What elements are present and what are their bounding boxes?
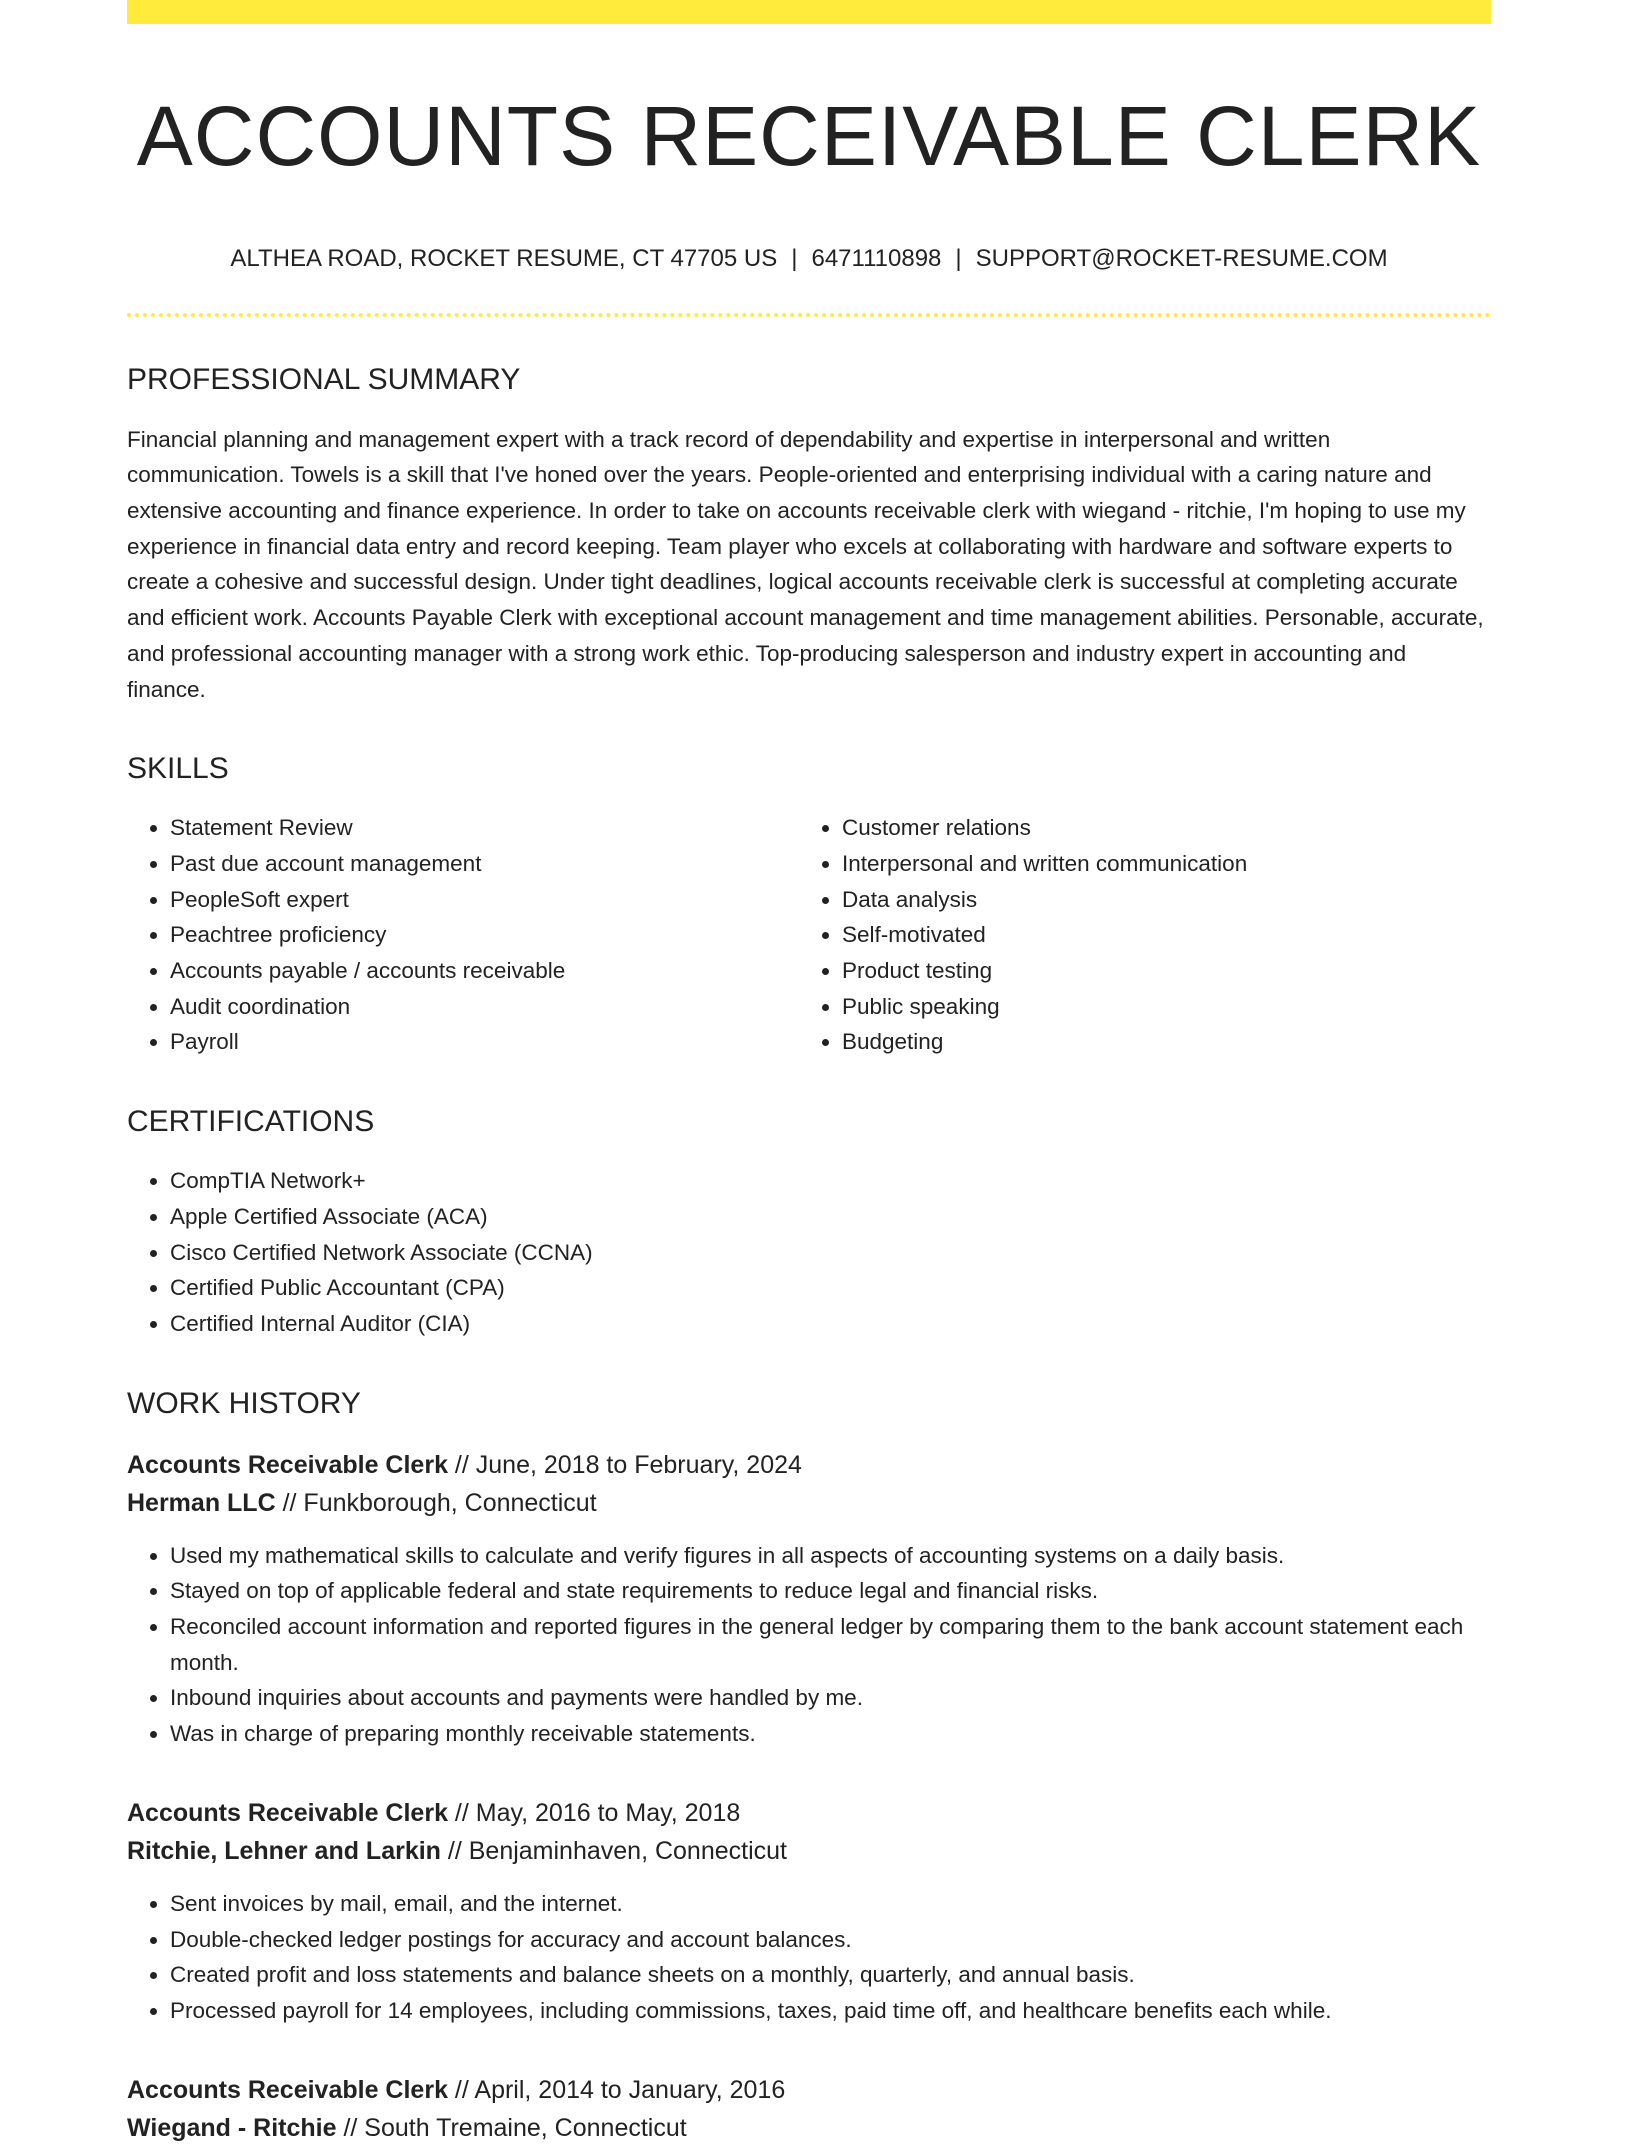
certifications-list [127, 1163, 1491, 1342]
job-location: // South Tremaine, Connecticut [336, 2113, 687, 2142]
resume-name: ACCOUNTS RECEIVABLE CLERK [136, 89, 1482, 183]
job-company: Ritchie, Lehner and Larkin [127, 1836, 441, 1865]
contact-line [127, 245, 1491, 274]
job-title-line [127, 1446, 1491, 1484]
job-bullet: • Created profit and loss statements and balance sheets on a monthly, quarterly, and annual basis. [170, 1957, 1491, 1993]
section-heading-certifications: CERTIFICATIONS [127, 1105, 375, 1139]
section-heading-summary: PROFESSIONAL SUMMARY [127, 362, 521, 396]
skills-list-right [799, 810, 1471, 1060]
job-title: Accounts Receivable Clerk [127, 1798, 448, 1827]
contact-phone: 6471110898 [811, 244, 942, 272]
skills-list-left [127, 810, 799, 1060]
job-bullet: • Sent invoices by mail, email, and the internet. [170, 1886, 1491, 1922]
job-bullets [127, 1886, 1491, 2029]
section-heading-skills: SKILLS [127, 752, 229, 786]
skill-item: • Self-motivated [842, 917, 1471, 953]
skill-item: • Data analysis [842, 882, 1471, 918]
skill-item: • Past due account management [170, 846, 799, 882]
job-title: Accounts Receivable Clerk [127, 1450, 448, 1479]
contact-address: ALTHEA ROAD, ROCKET RESUME, CT 47705 US [230, 244, 778, 272]
job-company-line [127, 1832, 1491, 1870]
job-bullet: • Used my mathematical skills to calculate and verify figures in all aspects of accounting systems on a daily basis. [170, 1538, 1491, 1574]
job-bullet: • Reconciled account information and reported figures in the general ledger by comparing them to the bank account statement each month. [170, 1609, 1491, 1680]
job-dates: // June, 2018 to February, 2024 [447, 1450, 802, 1479]
certifications-section [127, 1104, 1491, 1342]
skills-section [127, 751, 1491, 1060]
job-bullet: • Inbound inquiries about accounts and payments were handled by me. [170, 1680, 1491, 1716]
skills-columns [127, 787, 1491, 1060]
top-accent-bar [127, 0, 1491, 24]
job-title-line [127, 2071, 1491, 2109]
skill-item: • PeopleSoft expert [170, 882, 799, 918]
job-bullet: • Was in charge of preparing monthly receivable statements. [170, 1716, 1491, 1752]
job-entry [127, 1794, 1491, 2029]
certification-item: • Apple Certified Associate (ACA) [170, 1199, 1491, 1235]
skill-item: • Payroll [170, 1024, 799, 1060]
skill-item: • Customer relations [842, 810, 1471, 846]
job-bullets [127, 1538, 1491, 1752]
skill-item: • Budgeting [842, 1024, 1471, 1060]
skill-item: • Interpersonal and written communication [842, 846, 1471, 882]
skill-item: • Statement Review [170, 810, 799, 846]
contact-separator: | [955, 244, 962, 272]
skill-item: • Peachtree proficiency [170, 917, 799, 953]
job-entry [127, 1446, 1491, 1752]
skill-item: • Public speaking [842, 989, 1471, 1025]
skill-item: • Accounts payable / accounts receivable [170, 953, 799, 989]
skill-item: • Audit coordination [170, 989, 799, 1025]
skill-item: • Product testing [842, 953, 1471, 989]
dotted-divider [127, 313, 1491, 317]
job-company: Wiegand - Ritchie [127, 2113, 337, 2142]
job-title-line [127, 1794, 1491, 1832]
job-location: // Funkborough, Connecticut [275, 1488, 597, 1517]
certification-item: • Certified Public Accountant (CPA) [170, 1270, 1491, 1306]
job-company-line [127, 1484, 1491, 1522]
job-bullet: • Stayed on top of applicable federal and state requirements to reduce legal and financial risks. [170, 1573, 1491, 1609]
contact-separator: | [791, 244, 798, 272]
certification-item: • CompTIA Network+ [170, 1163, 1491, 1199]
job-bullet: • Double-checked ledger postings for accuracy and account balances. [170, 1922, 1491, 1958]
job-title: Accounts Receivable Clerk [127, 2075, 448, 2104]
job-company: Herman LLC [127, 1488, 276, 1517]
summary-text: Financial planning and management expert with a track record of dependability and expertise in interpersonal and written communication. Towels is a skill that I've honed over the years. People-oriented and enterprising individual with a caring nature and extensive accounting and finance experience. In order to take on accounts receivable clerk with wiegand - ritchie, I'm hoping to use my experience in financial data entry and record keeping. Team player who excels at collaborating with hardware and software experts to create a cohesive and successful design. Under tight deadlines, logical accounts receivable clerk is successful at completing accurate and efficient work. Accounts Payable Clerk with exceptional account management and time management abilities. Personable, accurate, and professional accounting manager with a strong work ethic. Top-producing salesperson and industry expert in accounting and finance. [127, 426, 1484, 702]
job-location: // Benjaminhaven, Connecticut [440, 1836, 787, 1865]
job-company-line [127, 2109, 1491, 2147]
certification-item: • Certified Internal Auditor (CIA) [170, 1306, 1491, 1342]
resume-page [127, 0, 1491, 2147]
job-dates: // May, 2016 to May, 2018 [447, 1798, 741, 1827]
job-entry [127, 2071, 1491, 2147]
work-history-section [127, 1386, 1491, 2147]
job-bullet: • Processed payroll for 14 employees, including commissions, taxes, paid time off, and healthcare benefits each while. [170, 1993, 1491, 2029]
summary-section [127, 362, 1491, 708]
certification-item: • Cisco Certified Network Associate (CCNA) [170, 1235, 1491, 1271]
job-dates: // April, 2014 to January, 2016 [447, 2075, 786, 2104]
contact-email: SUPPORT@ROCKET-RESUME.COM [975, 244, 1388, 272]
section-heading-work-history: WORK HISTORY [127, 1386, 361, 1420]
